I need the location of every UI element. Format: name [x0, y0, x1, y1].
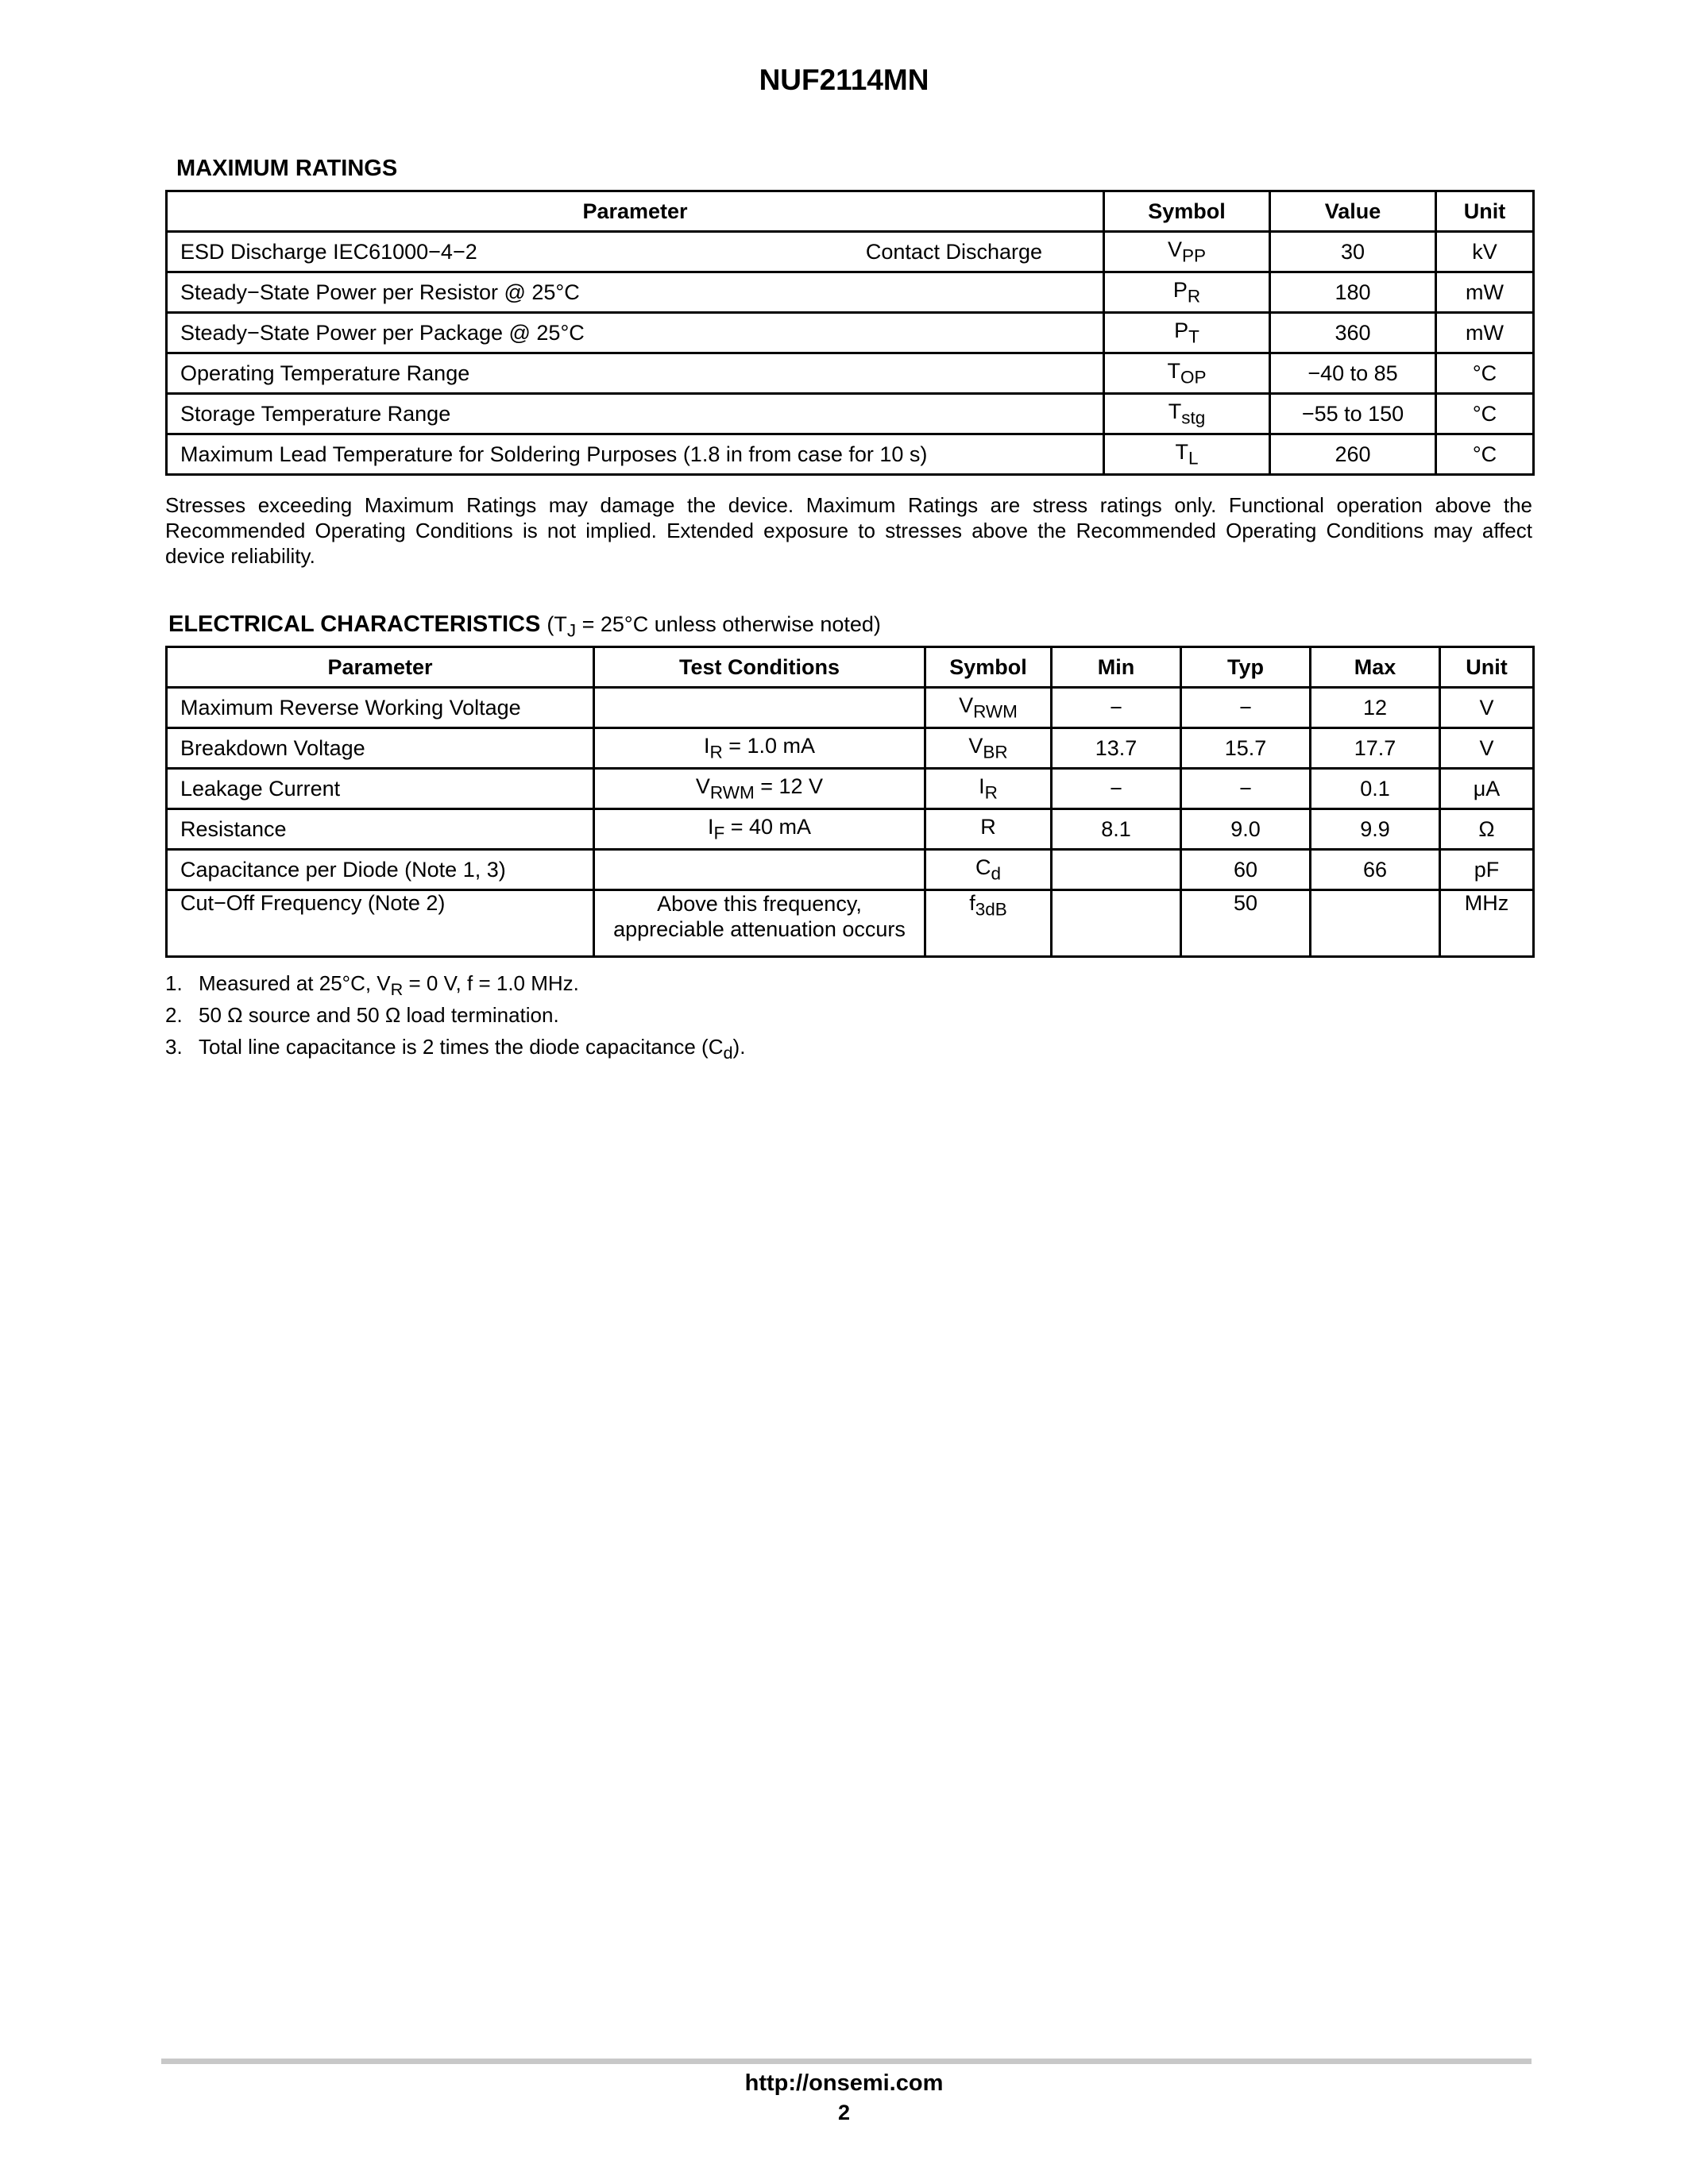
row-symbol: $T_{stg}$: [1104, 394, 1270, 434]
row-parameter: Cut−Off Frequency (Note 2): [167, 890, 594, 957]
row-value: −55 to 150: [1270, 394, 1436, 434]
row-typ: 15.7: [1181, 728, 1311, 769]
row-typ: −: [1181, 769, 1311, 809]
table-header-row: [167, 647, 1534, 688]
row-parameter: Breakdown Voltage: [167, 728, 594, 769]
row-test-conditions: [594, 688, 925, 728]
row-parameter: Leakage Current: [167, 769, 594, 809]
header-symbol: Symbol: [1104, 191, 1270, 232]
row-max: 9.9: [1311, 809, 1440, 850]
row-unit: °C: [1436, 434, 1534, 475]
elec-char-table: [165, 646, 1535, 958]
table-row: [167, 353, 1534, 394]
table-row: [167, 728, 1534, 769]
footnotes: [165, 970, 745, 1067]
row-typ: 60: [1181, 850, 1311, 890]
header-unit: Unit: [1436, 191, 1534, 232]
row-symbol: R: [925, 809, 1052, 850]
param-condition: Contact Discharge: [865, 239, 1042, 264]
row-test-conditions: $V_{RWM} = 12$ V: [594, 769, 925, 809]
table-row: [167, 688, 1534, 728]
param-label: ESD Discharge IEC61000−4−2: [180, 239, 477, 264]
row-parameter: Steady−State Power per Package @ 25°C: [167, 313, 1104, 353]
footnote-item: 3. Total line capacitance is 2 times the diode capacitance $(C_d)$.: [165, 1035, 746, 1063]
row-unit: Ω: [1440, 809, 1534, 850]
page-number: 2: [837, 2101, 851, 2124]
row-unit: mW: [1436, 272, 1534, 313]
header-symbol: Symbol: [925, 647, 1052, 688]
elec-char-condition: ($T_J = 25^\circ C$ unless otherwise noted): [547, 612, 881, 641]
row-value: 30: [1270, 232, 1436, 272]
row-symbol: $V_{RWM}$: [925, 688, 1052, 728]
row-unit: kV: [1436, 232, 1534, 272]
header-value: Value: [1270, 191, 1436, 232]
row-unit: μA: [1440, 769, 1534, 809]
row-min: −: [1052, 769, 1181, 809]
header-test-conditions: Test Conditions: [594, 647, 925, 688]
row-symbol: $V_{PP}$: [1104, 232, 1270, 272]
row-value: −40 to 85: [1270, 353, 1436, 394]
row-symbol: $T_{OP}$: [1104, 353, 1270, 394]
header-parameter: Parameter: [167, 647, 594, 688]
footer-divider: [161, 2059, 1532, 2064]
row-parameter: Capacitance per Diode (Note 1, 3): [167, 850, 594, 890]
row-unit: V: [1440, 728, 1534, 769]
row-min: [1052, 850, 1181, 890]
row-symbol: $P_T$: [1104, 313, 1270, 353]
row-typ: 50: [1181, 890, 1311, 957]
row-symbol: $P_R$: [1104, 272, 1270, 313]
table-row: [167, 313, 1534, 353]
header-max: Max: [1311, 647, 1440, 688]
row-min: 13.7: [1052, 728, 1181, 769]
max-ratings-title: MAXIMUM RATINGS: [176, 156, 398, 181]
row-parameter: Maximum Lead Temperature for Soldering Purposes (1.8 in from case for 10 s): [167, 434, 1104, 475]
header-unit: Unit: [1440, 647, 1534, 688]
table-row: [167, 890, 1534, 957]
table-row: [167, 809, 1534, 850]
row-test-conditions: Above this frequency, appreciable attenuation occurs: [594, 890, 925, 957]
elec-char-title: ELECTRICAL CHARACTERISTICS ($T_J = 25^\circ C$ unless otherwise noted): [168, 612, 881, 641]
row-parameter: Maximum Reverse Working Voltage: [167, 688, 594, 728]
row-test-conditions: $I_F = 40$ mA: [594, 809, 925, 850]
page-title: NUF2114MN: [759, 64, 929, 96]
row-symbol: $f_{3dB}$: [925, 890, 1052, 957]
row-parameter: [167, 232, 1104, 272]
row-max: 0.1: [1311, 769, 1440, 809]
row-symbol: $I_R$: [925, 769, 1052, 809]
row-unit: °C: [1436, 353, 1534, 394]
row-max: [1311, 890, 1440, 957]
header-min: Min: [1052, 647, 1181, 688]
row-test-conditions: $I_R = 1.0$ mA: [594, 728, 925, 769]
row-unit: V: [1440, 688, 1534, 728]
table-row: [167, 394, 1534, 434]
footnote-item: 1. Measured at 25°C, $V_R = 0$ V, f = 1.0 MHz.: [165, 971, 579, 1000]
row-typ: 9.0: [1181, 809, 1311, 850]
row-min: 8.1: [1052, 809, 1181, 850]
row-value: 360: [1270, 313, 1436, 353]
row-test-conditions: [594, 850, 925, 890]
row-symbol: $V_{BR}$: [925, 728, 1052, 769]
table-row: [167, 232, 1534, 272]
footer-url-link[interactable]: http://onsemi.com: [744, 2070, 944, 2096]
footnote-item: 2. 50 Ω source and 50 Ω load termination.: [165, 1003, 559, 1028]
row-unit: pF: [1440, 850, 1534, 890]
row-max: 17.7: [1311, 728, 1440, 769]
row-parameter: Operating Temperature Range: [167, 353, 1104, 394]
row-unit: mW: [1436, 313, 1534, 353]
row-max: 66: [1311, 850, 1440, 890]
row-max: 12: [1311, 688, 1440, 728]
row-unit: MHz: [1440, 890, 1534, 957]
row-min: [1052, 890, 1181, 957]
row-symbol: $C_d$: [925, 850, 1052, 890]
max-ratings-table: [165, 190, 1535, 476]
table-row: [167, 434, 1534, 475]
row-parameter: Steady−State Power per Resistor @ 25°C: [167, 272, 1104, 313]
row-parameter: Resistance: [167, 809, 594, 850]
row-value: 260: [1270, 434, 1436, 475]
header-typ: Typ: [1181, 647, 1311, 688]
row-symbol: $T_L$: [1104, 434, 1270, 475]
table-row: [167, 272, 1534, 313]
table-header-row: [167, 191, 1534, 232]
header-parameter: Parameter: [167, 191, 1104, 232]
table-row: [167, 850, 1534, 890]
row-min: −: [1052, 688, 1181, 728]
max-ratings-note: Stresses exceeding Maximum Ratings may damage the device. Maximum Ratings are stress ratings only. Functional operation above the Recommended Operating Conditions is not implied. Extended exposure to stresses above the Recommended Operating Conditions may affect device reliability.: [165, 493, 1532, 568]
row-typ: −: [1181, 688, 1311, 728]
row-value: 180: [1270, 272, 1436, 313]
row-unit: °C: [1436, 394, 1534, 434]
row-parameter: Storage Temperature Range: [167, 394, 1104, 434]
table-row: [167, 769, 1534, 809]
